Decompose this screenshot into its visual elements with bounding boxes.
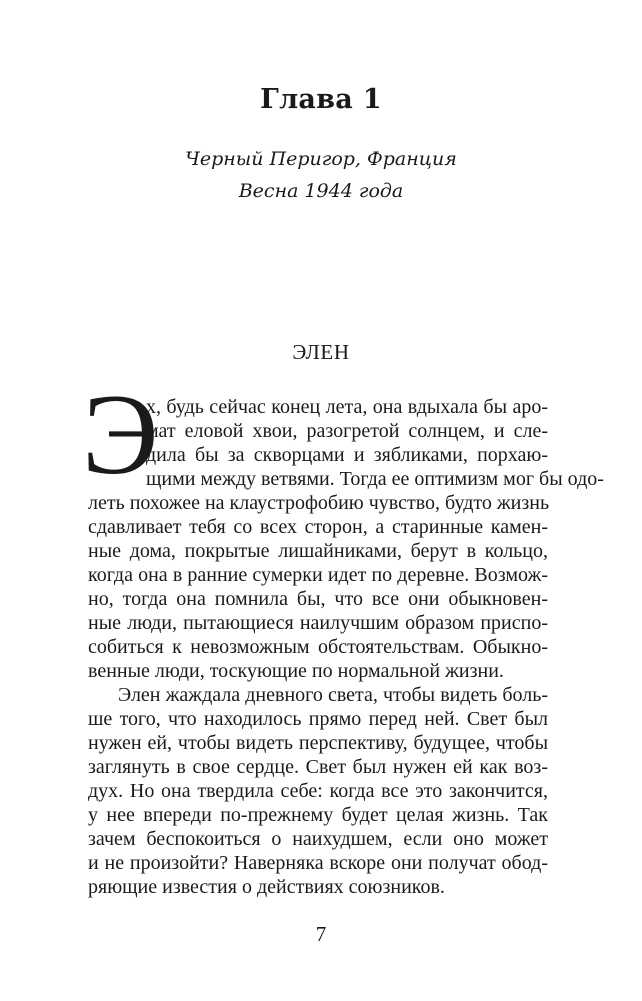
chapter-location: Черный Перигор, Франция [185,148,457,170]
text-line: заглянуть в свое сердце. Свет был нужен ей как воз- [88,756,548,778]
section-heading: ЭЛЕН [292,340,350,364]
text-line: собиться к невозможным обстоятельствам. Обыкно- [88,636,548,658]
chapter-date: Весна 1944 года [238,180,404,202]
page-number: 7 [315,922,327,946]
text-line: леть похожее на клаустрофобию чувство, будто жизнь [88,492,550,514]
text-line: Элен жаждала дневного света, чтобы видеть боль- [118,684,548,706]
text-line: дила бы за скворцами и зябликами, порхаю- [146,444,548,466]
text-line: ше того, что находилось прямо перед ней. Свет был [88,708,548,730]
text-line: мат еловой хвои, разогретой солнцем, и сле- [146,420,548,442]
drop-cap: Э [82,371,159,499]
text-line: у нее впереди по-прежнему будет целая жизнь. Так [88,804,548,826]
text-line: зачем беспокоиться о наихудшем, если оно может [88,828,548,850]
text-line: когда она в ранние сумерки идет по деревне. Возмож- [88,564,548,586]
text-line: но, тогда она помнила бы, что все они обыкновен- [88,588,548,610]
text-line: ные люди, пытающиеся наилучшим образом приспо- [88,612,548,634]
text-line: ряющие известия о действиях союзников. [88,876,445,898]
text-line: дух. Но она твердила себе: когда все это закончится, [88,780,548,802]
text-line: х, будь сейчас конец лета, она вдыхала бы аро- [146,396,548,418]
text-line: и не произойти? Наверняка вскоре они получат обод- [88,852,548,874]
chapter-title: Глава 1 [260,84,382,115]
text-line: нужен ей, чтобы видеть перспективу, будущее, чтобы [88,732,548,754]
text-line: ные дома, покрытые лишайниками, берут в кольцо, [88,540,548,562]
text-line: венные люди, тоскующие по нормальной жизни. [88,660,504,682]
text-line: сдавливает тебя со всех сторон, а старинные камен- [88,516,548,538]
text-line: щими между ветвями. Тогда ее оптимизм мог бы одо- [146,468,604,490]
